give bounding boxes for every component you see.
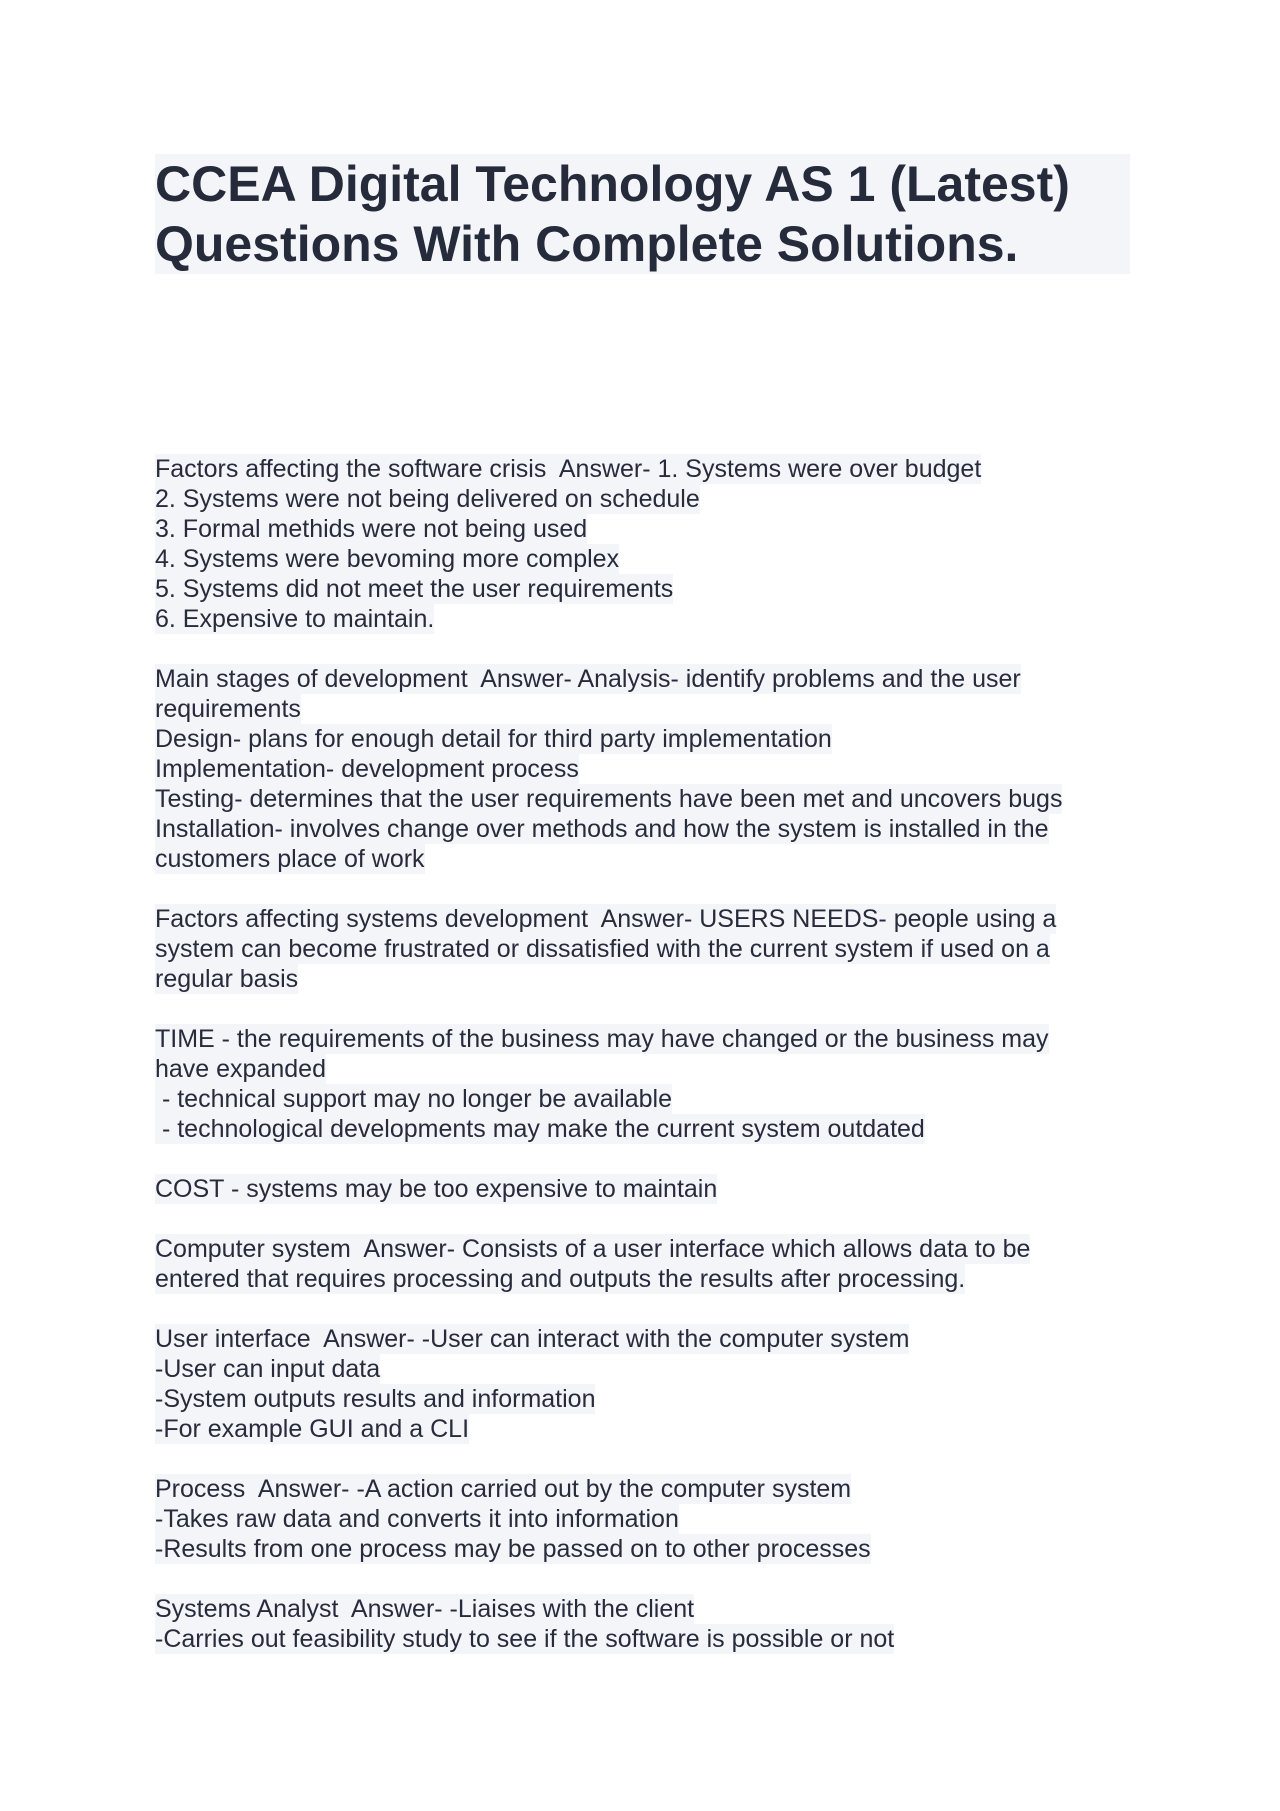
text-line: 5. Systems did not meet the user requirements	[155, 575, 674, 603]
text-line: Process Answer- -A action carried out by the computer system	[155, 1475, 852, 1503]
title-line: Questions With Complete Solutions.	[155, 214, 1130, 274]
text-line: Systems Analyst Answer- -Liaises with the client	[155, 1595, 695, 1623]
text-line: -Takes raw data and converts it into information	[155, 1505, 679, 1533]
qa-software-crisis	[155, 454, 1130, 634]
text-line: -User can input data	[155, 1355, 381, 1383]
text-line: Factors affecting the software crisis Answer- 1. Systems were over budget	[155, 455, 982, 483]
text-line: - technological developments may make the current system outdated	[155, 1115, 925, 1143]
text-line: 2. Systems were not being delivered on schedule	[155, 485, 700, 513]
text-line: 3. Formal methids were not being used	[155, 515, 588, 543]
text-line: TIME - the requirements of the business may have changed or the business may	[155, 1025, 1049, 1053]
text-line: Implementation- development process	[155, 755, 579, 783]
text-line: customers place of work	[155, 845, 425, 873]
title-line: CCEA Digital Technology AS 1 (Latest)	[155, 154, 1130, 214]
qa-computer-system	[155, 1234, 1130, 1294]
document-title	[155, 154, 1130, 274]
text-line: -Results from one process may be passed on to other processes	[155, 1535, 871, 1563]
document-page	[155, 154, 1130, 1653]
text-line: User interface Answer- -User can interact with the computer system	[155, 1325, 910, 1353]
text-line: entered that requires processing and outputs the results after processing.	[155, 1265, 966, 1293]
text-line: -Carries out feasibility study to see if the software is possible or not	[155, 1625, 895, 1653]
text-line: -For example GUI and a CLI	[155, 1415, 470, 1443]
text-line: Factors affecting systems development Answer- USERS NEEDS- people using a	[155, 905, 1057, 933]
document-body	[155, 454, 1130, 1684]
text-line: Testing- determines that the user requirements have been met and uncovers bugs	[155, 785, 1063, 813]
text-line: Computer system Answer- Consists of a user interface which allows data to be	[155, 1235, 1031, 1263]
text-line: system can become frustrated or dissatisfied with the current system if used on a	[155, 935, 1050, 963]
qa-systems-development-factors	[155, 904, 1130, 994]
text-line: regular basis	[155, 965, 299, 993]
paragraph-cost	[155, 1174, 1130, 1204]
qa-process	[155, 1474, 1130, 1564]
text-line: 4. Systems were bevoming more complex	[155, 545, 620, 573]
text-line: 6. Expensive to maintain.	[155, 605, 435, 633]
paragraph-time	[155, 1024, 1130, 1144]
text-line: Installation- involves change over methods and how the system is installed in the	[155, 815, 1049, 843]
qa-user-interface	[155, 1324, 1130, 1444]
text-line: -System outputs results and information	[155, 1385, 596, 1413]
text-line: requirements	[155, 695, 301, 723]
text-line: Design- plans for enough detail for third party implementation	[155, 725, 832, 753]
text-line: Main stages of development Answer- Analysis- identify problems and the user	[155, 665, 1021, 693]
text-line: COST - systems may be too expensive to maintain	[155, 1175, 718, 1203]
text-line: have expanded	[155, 1055, 326, 1083]
qa-systems-analyst	[155, 1594, 1130, 1654]
text-line: - technical support may no longer be available	[155, 1085, 672, 1113]
qa-stages-of-development	[155, 664, 1130, 874]
